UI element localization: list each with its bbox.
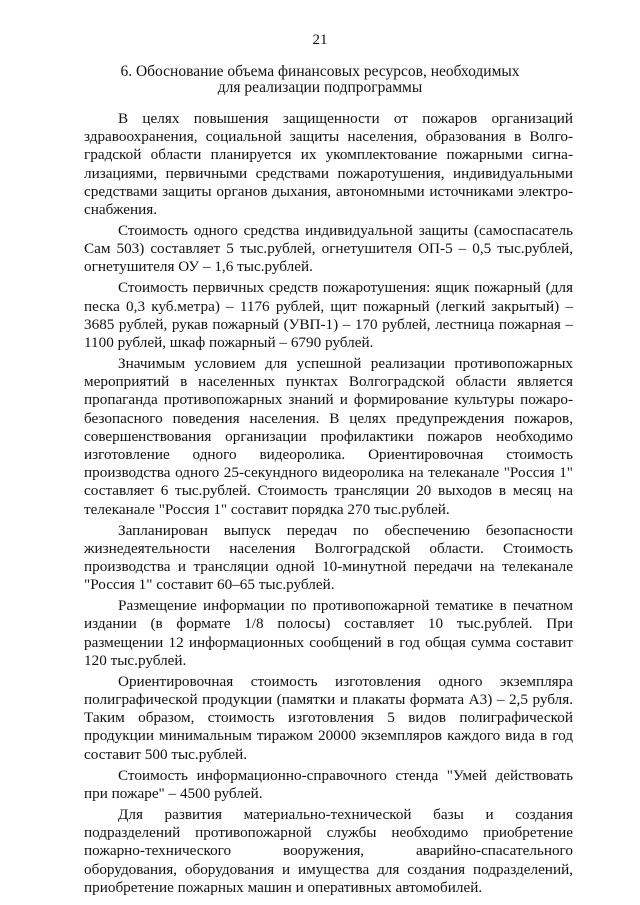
paragraph-tv-programs: Запланирован выпуск передач по обеспечению безопасности жизнедеятельности населения Волгоградской области. Стоимость производства и трансляции одной 10-минутной передачи на телеканале "Россия 1" составит 60–65 тыс.рублей. xyxy=(84,521,573,594)
section-heading-line-2: для реализации подпрограммы xyxy=(217,79,423,96)
paragraph-info-stand: Стоимость информационно-справочного стенда "Умей действовать при пожаре" – 4500 рублей. xyxy=(84,766,573,802)
paragraph-individual-protection-cost: Стоимость одного средства индивидуальной защиты (самоспасатель Сам 503) составляет 5 тыс.рублей, огнетушителя ОП-5 – 0,5 тыс.рублей, огнетушителя ОУ – 1,6 тыс.рублей. xyxy=(84,222,573,276)
paragraph-primary-fire-equipment-cost: Стоимость первичных средств пожаротушения: ящик пожарный (для песка 0,3 куб.метра) – 1176 рублей, щит пожарный (легкий закрытый) – 3685 рублей, рукав пожарный (УВП-1) – 170 рублей, лестница пожарная – 1100 рублей, шкаф пожарный – 6790 рублей. xyxy=(84,279,573,352)
body-text xyxy=(84,110,573,900)
section-heading xyxy=(0,64,640,96)
paragraph-fire-safety-propaganda: Значимым условием для успешной реализации противопожарных мероприятий в населенных пунктах Волгоградской области является пропаганда противопожарных знаний и формирование культуры пожаробезопасного поведения населения. В целях предупреждения пожаров, совершенствования организации профилактики пожаров необходимо изготовление одного видеоролика. Ориентировочная стоимость производства одного 25-секундного видеоролика на телеканале "Россия 1" составляет 6 тыс.рублей. Стоимость трансляции 20 выходов в месяц на телеканале "Россия 1" составит порядка 270 тыс.рублей. xyxy=(84,355,573,518)
paragraph-material-base: Для развития материально-технической базы и создания подразделений противопожарной службы необходимо приобретение пожарно-технического вооружения, аварийно-спасательного оборудования, оборудования и имущества для создания подразделений, приобретение пожарных машин и оперативных автомобилей. xyxy=(84,805,573,896)
paragraph-print-media: Размещение информации по противопожарной тематике в печатном издании (в формате 1/8 полосы) составляет 10 тыс.рублей. При размещении 12 информационных сообщений в год общая сумма составит 120 тыс.рублей. xyxy=(84,597,573,669)
section-heading-line-1: 6. Обоснование объема финансовых ресурсов, необходимых xyxy=(120,63,520,80)
paragraph-fire-protection-equipment: В целях повышения защищенности от пожаров организаций здравоохранения, социальной защиты населения, образования в Волгоградской области планируется их укомплектование пожарными сигнализациями, первичными средствами пожаротушения, индивидуальными средствами защиты органов дыхания, автономными источниками электроснабжения. xyxy=(84,110,573,219)
paragraph-printed-materials: Ориентировочная стоимость изготовления одного экземпляра полиграфической продукции (памятки и плакаты формата А3) – 2,5 рубля. Таким образом, стоимость изготовления 5 видов полиграфической продукции минимальным тиражом 20000 экземпляров каждого вида в год составит 500 тыс.рублей. xyxy=(84,672,573,763)
page-number: 21 xyxy=(312,32,328,48)
